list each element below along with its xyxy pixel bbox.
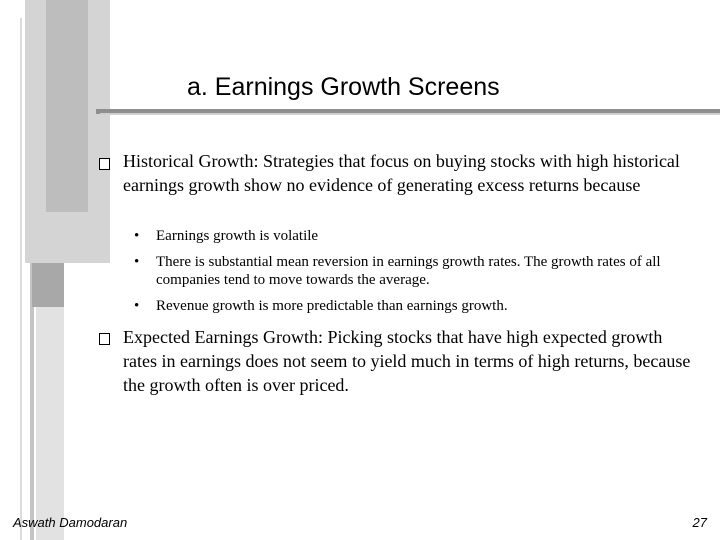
bullet-dot-icon: • [134,228,140,244]
slide-title: a. Earnings Growth Screens [187,73,500,101]
checkbox-bullet-icon [99,333,110,345]
bullet-historical-growth: Historical Growth: Strategies that focus on buying stocks with high historical earnings growth show no evidence of generating excess returns because [123,151,680,195]
sub-bullet-item [131,253,691,289]
footer-author: Aswath Damodaran [13,515,128,530]
sub-bullet-text: There is substantial mean reversion in earnings growth rates. The growth rates of all companies tend to move towards the average. [156,254,661,288]
sub-bullet-text: Revenue growth is more predictable than earnings growth. [156,298,508,314]
bullet-expected-growth: Expected Earnings Growth: Picking stocks that have high expected growth rates in earnings does not seem to yield much in terms of high returns, because the growth often is over priced. [123,327,691,395]
decorative-bar [32,263,64,307]
decorative-bar [36,307,64,540]
bullet-dot-icon: • [134,298,140,314]
bullet-dot-icon: • [134,254,140,270]
decorative-bar [20,18,22,540]
sub-bullet-item [131,297,691,315]
page-number: 27 [692,515,707,530]
decorative-bar [46,0,88,212]
checkbox-bullet-icon [99,158,110,170]
title-divider-shadow [100,113,720,115]
sub-bullet-list [131,227,691,323]
sub-bullet-item [131,227,691,245]
sub-bullet-text: Earnings growth is volatile [156,228,319,244]
